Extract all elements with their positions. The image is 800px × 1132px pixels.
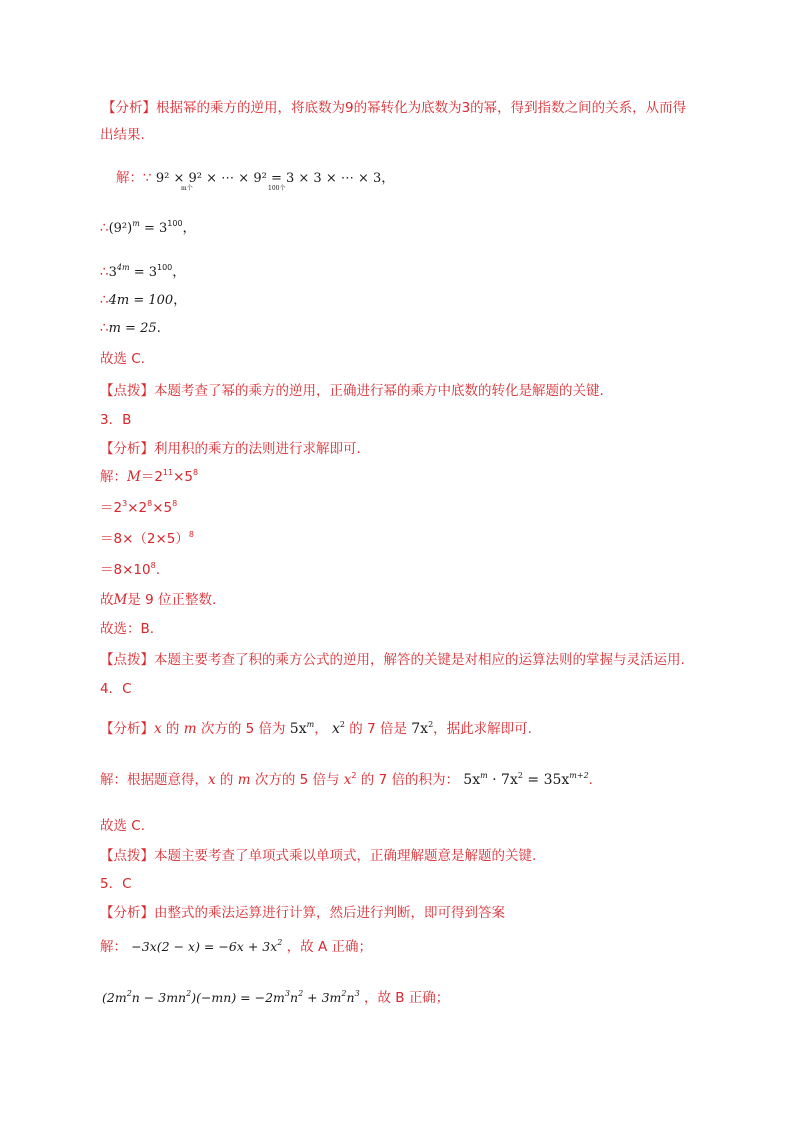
q2-analysis-line2: 出结果. [100,127,145,143]
q5-expr-a: $-3x(2 - x) = -6x + 3x^2$ [131,938,283,954]
q4-solution: 解：根据题意得，x 的 m 次方的 5 倍与 $x^2$ 的 7 倍的积为： $5x^m \cdot 7x^2 = 35x^{m+2}$. [100,771,593,788]
q2-solution-line1: 解：∵ 9² × 9² × ⋯ × 9² = 3 × 3 × ⋯ × 3， [116,170,395,186]
q4-expr-x2: $x^2$ [332,720,345,737]
q4-analysis: 【分析】x 的 m 次方的 5 倍为 $5x^m$， $x^2$ 的 7 倍是 $7x^2$，据此求解即可. [100,720,532,737]
q3-analysis: 【分析】利用积的乘方的法则进行求解即可. [100,441,361,457]
q4-choose: 故选 C. [100,818,146,834]
q2-analysis-tag: 【分析】 [102,100,156,116]
q5-option-b: $(2m^2n - 3mn^2)(-mn) = -2m^3n^2 + 3m^2n^3$ ，故 B 正确； [102,989,450,1006]
q2-hint: 【点拨】本题考查了幂的乘方的逆用，正确进行幂的乘方中底数的转化是解题的关键. [100,383,604,399]
q5-analysis: 【分析】由整式的乘法运算进行计算，然后进行判断，即可得到答案 [100,905,505,921]
q2-analysis-line1: 【分析】根据幂的乘方的逆用，将底数为9的幂转化为底数为3的幂，得到指数之间的关系，从而得 [102,100,687,116]
q3-number: 3．B [100,412,132,428]
q2-eq2: $\therefore(9^2)^m = 3^{100}$， [100,219,197,236]
q2-eq4: ∴4m = 100， [100,292,187,308]
q3-sol-line1: 解：$M=2^{11}\times 5^8$ [100,468,199,485]
q4-expr-7x2: $7x^2$ [411,720,434,737]
q3-hint: 【点拨】本题主要考查了积的乘方公式的逆用，解答的关键是对相应的运算法则的掌握与灵活运用. [100,652,685,668]
q4-product-expr: $5x^m \cdot 7x^2 = 35x^{m+2}$ [463,771,589,788]
q5-expr-b: $(2m^2n - 3mn^2)(-mn) = -2m^3n^2 + 3m^2n^3$ [102,989,360,1005]
q2-eq1-right: 3 × 3 × ⋯ × 3 [285,171,382,186]
q5-number: 5．C [100,876,132,892]
q5-option-a: 解： $-3x(2 - x) = -6x + 3x^2$ ，故 A 正确； [100,938,372,955]
q4-hint: 【点拨】本题主要考查了单项式乘以单项式，正确理解题意是解题的关键. [100,848,537,864]
q3-sol-line3: $=8\times(2\times 5)^8$ [100,530,194,547]
q4-number: 4．C [100,681,132,697]
q2-eq5: ∴m = 25. [100,320,161,336]
q2-choose: 故选 C. [100,351,146,367]
q2-eq3: $\therefore 3^{4m} = 3^{100}$， [100,263,186,280]
q4-expr-5xm: $5x^m$ [289,720,315,737]
q3-conclusion: 故M是 9 位正整数. [100,592,217,608]
q2-eq1-left: 9² × 9² × ⋯ × 9² [155,171,267,186]
q2-underbrace-label-100: 100个 [268,185,286,192]
q3-sol-line4: $=8\times 10^8$. [100,561,160,578]
q3-sol-line2: $=2^3\times 2^8\times 5^8$ [100,499,178,516]
q3-choose: 故选：B. [100,621,155,637]
q2-underbrace-label-m: m个 [181,185,193,192]
